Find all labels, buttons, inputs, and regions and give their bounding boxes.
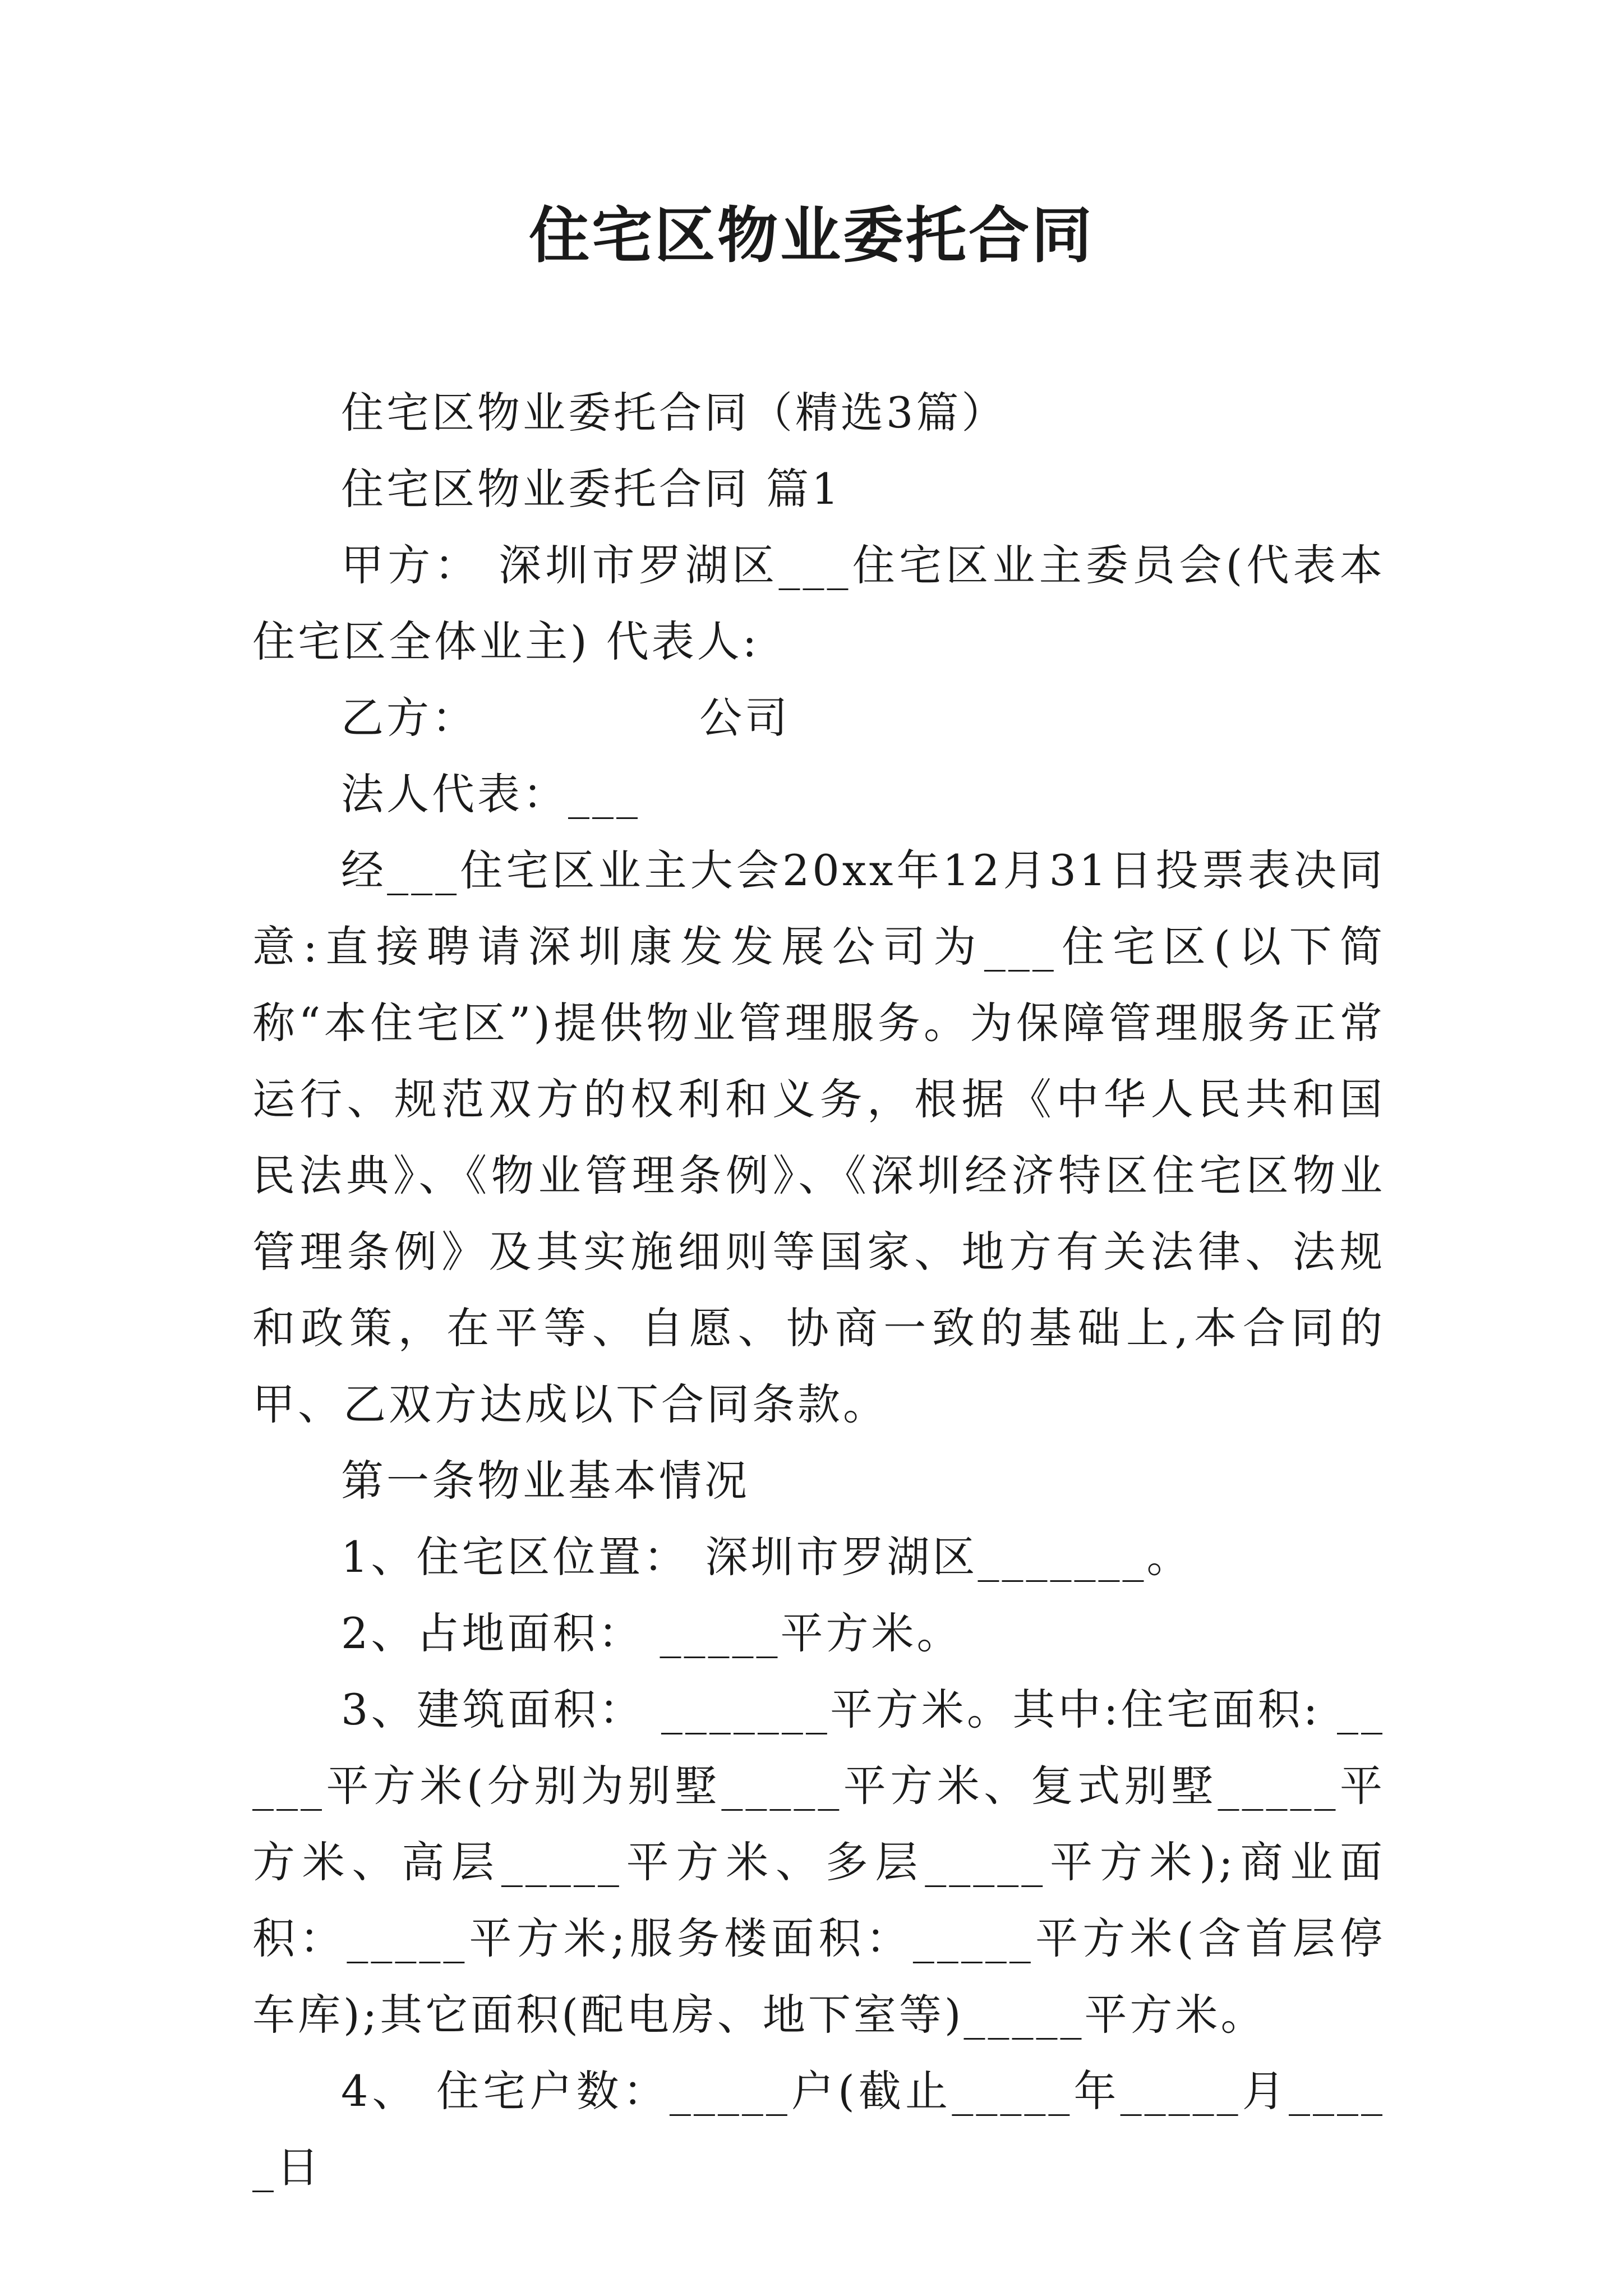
paragraph-building-area: 3、建筑面积： _______平方米。其中:住宅面积: _____平方米(分别为别墅_____平方米、复式别墅_____平方米、高层_____平方米、多层_____平方米);商业面积：_____平方米;服务楼面积：_____平方米(含首层停车库);其它面积(配电房、地下室等)_____平方米。: [252, 1685, 1385, 2040]
paragraph-party-a: 甲方： 深圳市罗湖区___住宅区业主委员会(代表本住宅区全体业主) 代表人:: [252, 540, 1385, 666]
paragraph-article-1-heading: 第一条物业基本情况: [341, 1456, 750, 1506]
paragraph-legal-representative: 法人代表：___: [341, 769, 640, 819]
paragraph-land-area: 2、占地面积： _____平方米。: [341, 1608, 962, 1658]
paragraph-location: 1、住宅区位置： 深圳市罗湖区_______。: [341, 1532, 1192, 1582]
paragraph-section-heading: 住宅区物业委托合同 篇1: [341, 464, 842, 514]
paragraph-household-count: 4、 住宅户数：_____户(截止_____年_____月_____日: [252, 2066, 1385, 2192]
document-body: [252, 375, 1385, 2206]
paragraph-preamble: 经___住宅区业主大会20xx年12月31日投票表决同意:直接聘请深圳康发发展公司为___住宅区(以下简称“本住宅区”)提供物业管理服务。为保障管理服务正常运行、规范双方的权利和义务，根据《中华人民共和国民法典》、《物业管理条例》、《深圳经济特区住宅区物业管理条例》及其实施细则等国家、地方有关法律、法规和政策，在平等、自愿、协商一致的基础上,本合同的甲、乙双方达成以下合同条款。: [252, 845, 1385, 1429]
paragraph-subtitle: 住宅区物业委托合同（精选3篇）: [341, 388, 1007, 438]
document-title: 住宅区物业委托合同: [528, 200, 1094, 271]
paragraph-party-b: 乙方： 公司: [341, 693, 791, 743]
